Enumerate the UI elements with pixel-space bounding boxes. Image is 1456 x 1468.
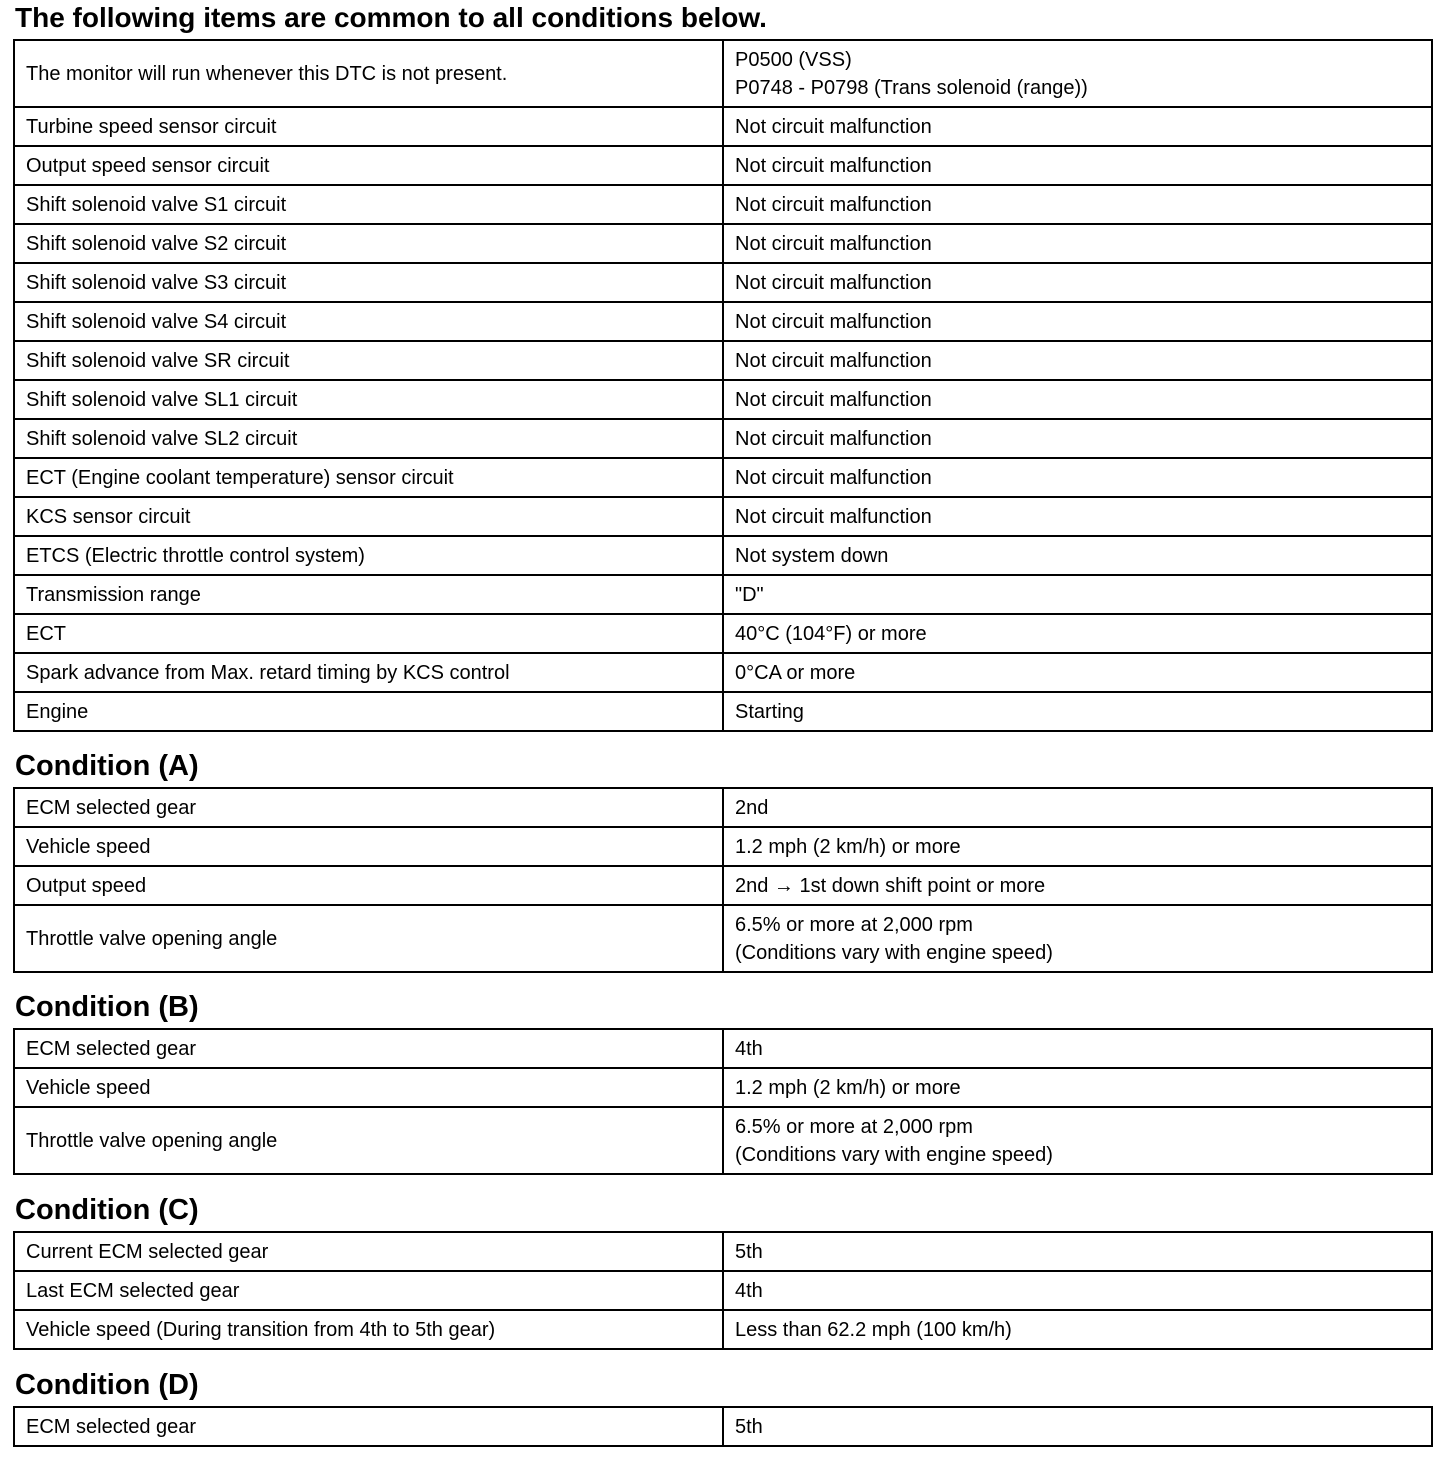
item-cell: Shift solenoid valve SL1 circuit (14, 380, 723, 419)
item-cell: Vehicle speed (14, 827, 723, 866)
table-row (14, 1029, 1432, 1068)
item-cell: Shift solenoid valve S3 circuit (14, 263, 723, 302)
table-row (14, 40, 1432, 107)
value-cell: 6.5% or more at 2,000 rpm (Conditions vary with engine speed) (723, 905, 1432, 972)
value-cell: Not circuit malfunction (723, 263, 1432, 302)
table-row (14, 302, 1432, 341)
common-conditions-table (13, 39, 1433, 732)
item-cell: ECM selected gear (14, 1407, 723, 1446)
value-cell: 6.5% or more at 2,000 rpm (Conditions vary with engine speed) (723, 1107, 1432, 1174)
item-cell: KCS sensor circuit (14, 497, 723, 536)
table-row (14, 341, 1432, 380)
item-cell: Turbine speed sensor circuit (14, 107, 723, 146)
condition-b-heading: Condition (B) (15, 991, 199, 1023)
item-cell: Last ECM selected gear (14, 1271, 723, 1310)
table-row (14, 1068, 1432, 1107)
table-row (14, 263, 1432, 302)
item-cell: Shift solenoid valve S4 circuit (14, 302, 723, 341)
item-cell: ECT (Engine coolant temperature) sensor circuit (14, 458, 723, 497)
item-cell: Throttle valve opening angle (14, 905, 723, 972)
table-row (14, 107, 1432, 146)
item-cell: Output speed (14, 866, 723, 905)
table-row (14, 380, 1432, 419)
value-cell: Not circuit malfunction (723, 458, 1432, 497)
value-cell: Less than 62.2 mph (100 km/h) (723, 1310, 1432, 1349)
value-cell: Not circuit malfunction (723, 185, 1432, 224)
condition-a-table (13, 787, 1433, 973)
item-cell: Vehicle speed (During transition from 4th to 5th gear) (14, 1310, 723, 1349)
table-row (14, 1232, 1432, 1271)
value-cell: "D" (723, 575, 1432, 614)
value-cell: 2nd (723, 788, 1432, 827)
value-cell: 40°C (104°F) or more (723, 614, 1432, 653)
table-row (14, 866, 1432, 905)
table-row (14, 1310, 1432, 1349)
table-row (14, 1407, 1432, 1446)
value-cell: Not system down (723, 536, 1432, 575)
table-row (14, 905, 1432, 972)
value-cell: Starting (723, 692, 1432, 731)
item-cell: ECM selected gear (14, 788, 723, 827)
item-cell: Shift solenoid valve S2 circuit (14, 224, 723, 263)
table-row (14, 692, 1432, 731)
table-row (14, 653, 1432, 692)
value-cell: 0°CA or more (723, 653, 1432, 692)
condition-d-table (13, 1406, 1433, 1447)
table-row (14, 575, 1432, 614)
item-cell: ETCS (Electric throttle control system) (14, 536, 723, 575)
table-row (14, 146, 1432, 185)
condition-c-table (13, 1231, 1433, 1350)
common-items-heading: The following items are common to all conditions below. (15, 2, 767, 33)
item-cell: The monitor will run whenever this DTC is not present. (14, 40, 723, 107)
value-cell: P0500 (VSS) P0748 - P0798 (Trans solenoid (range)) (723, 40, 1432, 107)
value-cell: 5th (723, 1232, 1432, 1271)
table-row (14, 788, 1432, 827)
table-row (14, 1271, 1432, 1310)
value-cell: 4th (723, 1029, 1432, 1068)
value-cell: Not circuit malfunction (723, 497, 1432, 536)
value-cell: Not circuit malfunction (723, 341, 1432, 380)
value-cell: Not circuit malfunction (723, 419, 1432, 458)
value-cell: 1.2 mph (2 km/h) or more (723, 1068, 1432, 1107)
table-row (14, 827, 1432, 866)
table-row (14, 185, 1432, 224)
value-cell: 2nd → 1st down shift point or more (723, 866, 1432, 905)
table-row (14, 497, 1432, 536)
value-cell: Not circuit malfunction (723, 302, 1432, 341)
value-cell: 1.2 mph (2 km/h) or more (723, 827, 1432, 866)
item-cell: Output speed sensor circuit (14, 146, 723, 185)
item-cell: Spark advance from Max. retard timing by KCS control (14, 653, 723, 692)
table-row (14, 536, 1432, 575)
condition-a-heading: Condition (A) (15, 750, 199, 782)
condition-b-table (13, 1028, 1433, 1175)
value-cell: 4th (723, 1271, 1432, 1310)
table-row (14, 224, 1432, 263)
item-cell: Engine (14, 692, 723, 731)
table-row (14, 1107, 1432, 1174)
item-cell: Shift solenoid valve S1 circuit (14, 185, 723, 224)
table-row (14, 458, 1432, 497)
item-cell: Shift solenoid valve SR circuit (14, 341, 723, 380)
item-cell: Vehicle speed (14, 1068, 723, 1107)
value-cell: Not circuit malfunction (723, 224, 1432, 263)
item-cell: Throttle valve opening angle (14, 1107, 723, 1174)
value-cell: 5th (723, 1407, 1432, 1446)
value-cell: Not circuit malfunction (723, 146, 1432, 185)
item-cell: Transmission range (14, 575, 723, 614)
table-row (14, 614, 1432, 653)
item-cell: ECM selected gear (14, 1029, 723, 1068)
item-cell: ECT (14, 614, 723, 653)
value-cell: Not circuit malfunction (723, 380, 1432, 419)
item-cell: Current ECM selected gear (14, 1232, 723, 1271)
value-cell: Not circuit malfunction (723, 107, 1432, 146)
table-row (14, 419, 1432, 458)
item-cell: Shift solenoid valve SL2 circuit (14, 419, 723, 458)
condition-c-heading: Condition (C) (15, 1194, 199, 1226)
condition-d-heading: Condition (D) (15, 1369, 199, 1401)
